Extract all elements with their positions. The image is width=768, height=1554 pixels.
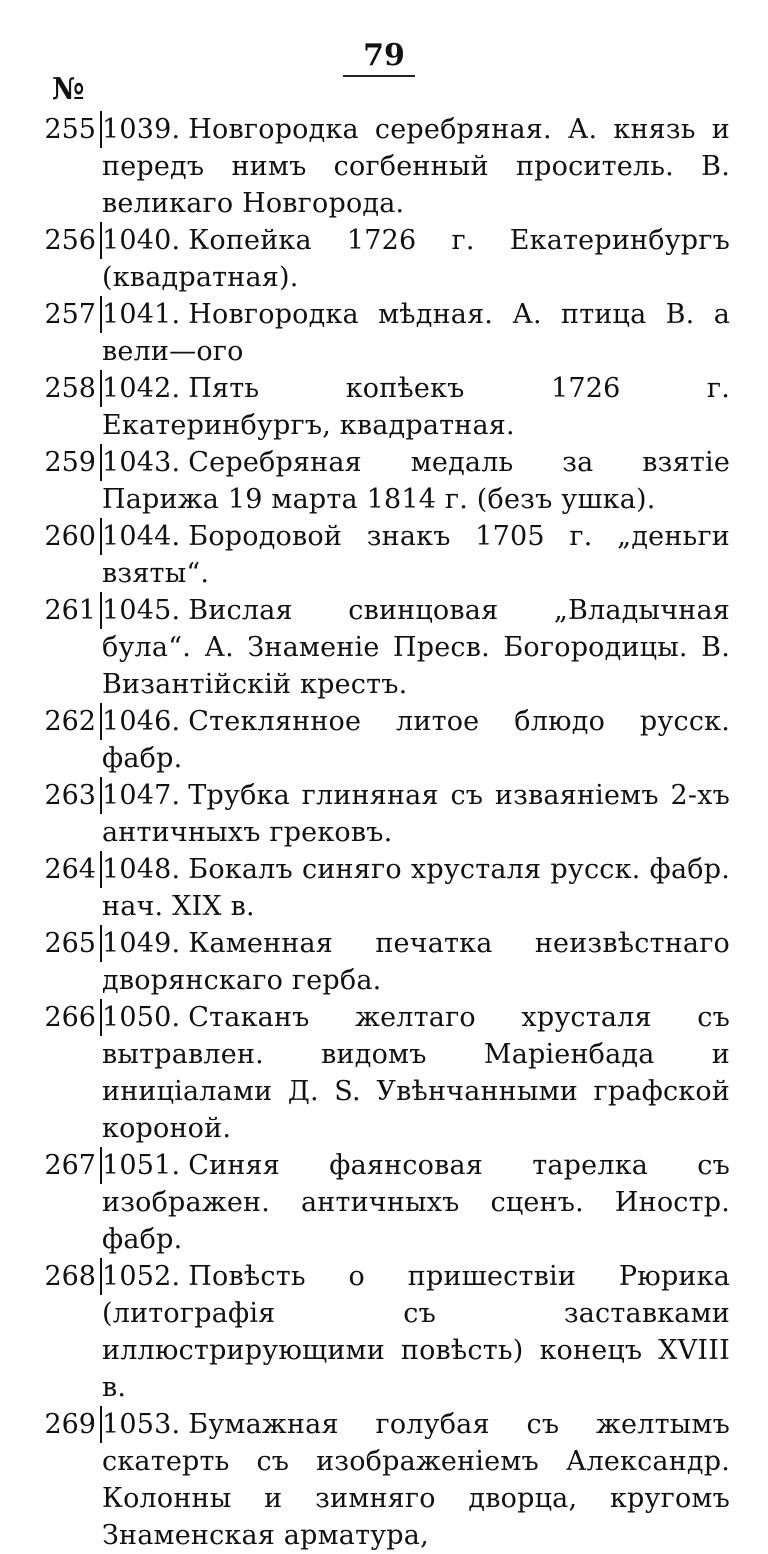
entry-text: Стеклянное литое блюдо русск. фабр. xyxy=(102,706,730,774)
inventory-number: 1046. xyxy=(102,706,181,737)
page-number: 79 xyxy=(363,38,405,73)
inventory-number: 1052. xyxy=(102,1261,181,1292)
entry-description xyxy=(102,777,730,851)
list-item xyxy=(0,111,768,222)
entry-text: Трубка глиняная съ изваяніемъ 2-хъ античныхъ грековъ. xyxy=(102,780,730,848)
entry-description xyxy=(102,1406,730,1554)
inventory-number: 1049. xyxy=(102,928,181,959)
list-item xyxy=(0,777,768,851)
entry-number: 261 xyxy=(34,592,102,629)
entry-description xyxy=(102,851,730,925)
entry-number: 268 xyxy=(34,1258,102,1295)
entry-description xyxy=(102,111,730,222)
entry-description xyxy=(102,999,730,1147)
entry-number: 255 xyxy=(34,111,102,148)
entry-text: Каменная печатка неизвѣстнаго дворянскаго герба. xyxy=(102,928,730,996)
list-item xyxy=(0,444,768,518)
inventory-number: 1051. xyxy=(102,1150,181,1181)
entry-description xyxy=(102,592,730,703)
entry-number: 256 xyxy=(34,222,102,259)
entry-text: Вислая свинцовая „Владычная була“. А. Знаменіе Пресв. Богородицы. В. Византійскій крестъ. xyxy=(102,595,730,700)
entry-text: Пять копѣекъ 1726 г. Екатеринбургъ, квадратная. xyxy=(102,373,730,441)
entry-text: Серебряная медаль за взятіе Парижа 19 марта 1814 г. (безъ ушка). xyxy=(102,447,730,515)
list-item xyxy=(0,1406,768,1554)
list-item xyxy=(0,703,768,777)
inventory-number: 1053. xyxy=(102,1409,181,1440)
entry-description xyxy=(102,222,730,296)
list-item xyxy=(0,518,768,592)
list-item xyxy=(0,851,768,925)
inventory-number: 1043. xyxy=(102,447,181,478)
inventory-number: 1050. xyxy=(102,1002,181,1033)
entry-text: Стаканъ желтаго хрусталя съ вытравлен. видомъ Маріенбада и иниціалами Д. S. Увѣнчанными графской короной. xyxy=(102,1002,730,1144)
inventory-number: 1041. xyxy=(102,299,181,330)
list-item xyxy=(0,1258,768,1406)
inventory-number: 1048. xyxy=(102,854,181,885)
list-item xyxy=(0,370,768,444)
entry-description xyxy=(102,370,730,444)
list-item xyxy=(0,592,768,703)
list-item xyxy=(0,222,768,296)
inventory-number: 1044. xyxy=(102,521,181,552)
entry-number: 262 xyxy=(34,703,102,740)
entry-description xyxy=(102,444,730,518)
entry-number: 269 xyxy=(34,1406,102,1443)
page-number-rule xyxy=(343,75,415,77)
numero-column-header: № xyxy=(52,72,85,107)
entry-number: 258 xyxy=(34,370,102,407)
entry-number: 263 xyxy=(34,777,102,814)
entry-number: 259 xyxy=(34,444,102,481)
entry-number: 265 xyxy=(34,925,102,962)
entry-list xyxy=(0,111,768,1554)
inventory-number: 1040. xyxy=(102,225,181,256)
list-item xyxy=(0,296,768,370)
entry-description xyxy=(102,1258,730,1406)
entry-text: Копейка 1726 г. Екатеринбургъ (квадратная). xyxy=(102,225,730,293)
entry-description xyxy=(102,1147,730,1258)
entry-description xyxy=(102,703,730,777)
list-item xyxy=(0,925,768,999)
entry-text: Бокалъ синяго хрусталя русск. фабр. нач. XIX в. xyxy=(102,854,730,922)
entry-text: Бумажная голубая съ желтымъ скатерть съ изображеніемъ Александр. Колонны и зимняго дворца, кругомъ Знаменская арматура, xyxy=(102,1409,730,1551)
inventory-number: 1047. xyxy=(102,780,181,811)
entry-description xyxy=(102,925,730,999)
entry-text: Новгородка мѣдная. А. птица В. а вели—ого xyxy=(102,299,730,367)
inventory-number: 1045. xyxy=(102,595,181,626)
entry-text: Новгородка серебряная. А. князь и передъ нимъ согбенный проситель. В. великаго Новгорода. xyxy=(102,114,730,219)
entry-description xyxy=(102,518,730,592)
list-item xyxy=(0,999,768,1147)
inventory-number: 1042. xyxy=(102,373,181,404)
entry-text: Бородовой знакъ 1705 г. „деньги взяты“. xyxy=(102,521,730,589)
entry-number: 267 xyxy=(34,1147,102,1184)
entry-description xyxy=(102,296,730,370)
entry-number: 260 xyxy=(34,518,102,555)
entry-text: Повѣсть о пришествіи Рюрика (литографія съ заставками иллюстрирующими повѣсть) конецъ XVIII в. xyxy=(102,1261,730,1403)
entry-number: 264 xyxy=(34,851,102,888)
list-item xyxy=(0,1147,768,1258)
entry-number: 257 xyxy=(34,296,102,333)
inventory-number: 1039. xyxy=(102,114,181,145)
entry-text: Синяя фаянсовая тарелка съ изображен. античныхъ сценъ. Иностр. фабр. xyxy=(102,1150,730,1255)
entry-number: 266 xyxy=(34,999,102,1036)
